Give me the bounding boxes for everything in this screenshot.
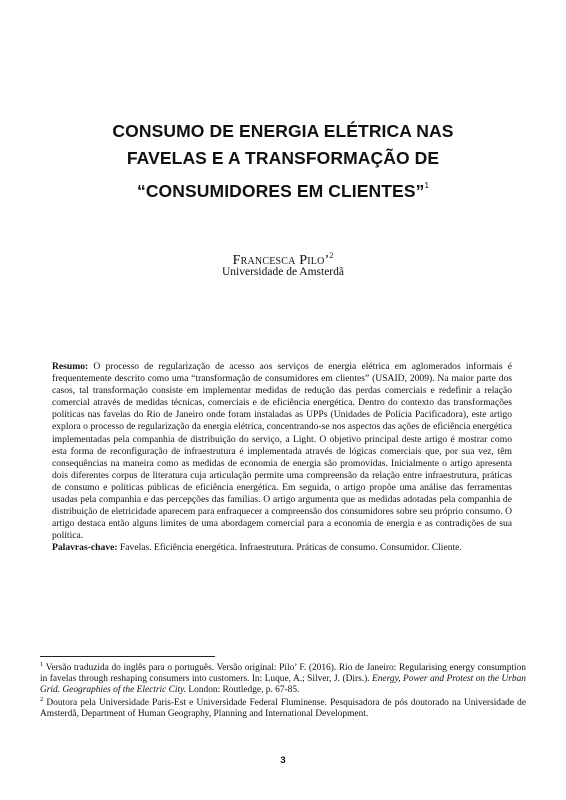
abstract-label: Resumo: (52, 361, 89, 372)
title-line-3-text: “CONSUMIDORES EM CLIENTES” (136, 181, 425, 201)
footnote-1-text-end: London: Routledge, p. 67-85. (186, 684, 300, 695)
footnote-2-mark: 2 (40, 696, 44, 704)
footnotes-block (40, 660, 526, 720)
title-line-1: CONSUMO DE ENERGIA ELÉTRICA NAS (112, 121, 454, 141)
author-footnote-mark: 2 (329, 251, 334, 260)
keywords-text: Favelas. Eficiência energética. Infraestrutura. Práticas de consumo. Consumidor. Cliente. (117, 542, 462, 554)
paper-title (40, 118, 526, 205)
footnote-divider (40, 656, 215, 657)
keywords-label: Palavras-chave: (52, 542, 118, 554)
author-name: Francesca Pilo’ (232, 253, 330, 268)
footnote-2-text: Doutora pela Universidade Paris-Est e Universidade Federal Fluminense. Pesquisadora de pós doutorado na Universidade de Amsterdã, Department of Human Geography, Planning and International Development. (40, 698, 526, 720)
page-number: 3 (280, 755, 286, 766)
abstract-paragraph (52, 361, 512, 542)
footnote-1-italic: Energy, Power and Protest on the Urban Grid. Geographies of the Electric City. (40, 673, 526, 695)
keywords-paragraph (52, 542, 512, 554)
footnote-1 (40, 660, 526, 695)
author-affiliation: Universidade de Amsterdã (222, 266, 344, 278)
title-line-3 (40, 172, 526, 205)
footnote-2 (40, 695, 526, 720)
footnote-1-mark: 1 (40, 661, 44, 668)
title-footnote-mark: 1 (424, 181, 430, 190)
abstract-text: O processo de regularização de acesso aos serviços de energia elétrica em aglomerados informais é frequentemente descrito como uma “transformação de consumidores em clientes” (USAID, 2009). Na maior parte dos casos, tal transformação consiste em implementar medidas de redução das perdas comerciais e redefinir a relação comercial através de medidas técnicas, comerciais e de eficiência energética. Dentro do contexto das transformações políticas nas favelas do Rio de Janeiro onde foram instaladas as UPPs (Unidades de Polícia Pacificadora), este artigo explora o processo de regularização da energia elétrica, concentrando-se nos aspectos das ações de eficiência energética implementadas pela companhia de distribuição do serviço, a Light. O objetivo principal deste artigo é mostrar como esta forma de reconfiguração de infraestrutura é implementada através de lógicas comerciais que, por sua vez, têm consequências na maneira como as medidas de economia de energia são promovidas. Inicialmente o artigo apresenta dois diferentes corpus de literatura cuja articulação permite uma compreensão da relação entre infraestrutura, práticas de consumo e políticas públicas de eficiência energética. Em seguida, o artigo propõe uma análise das ferramentas usadas pela companhia e das percepções das famílias. O artigo argumenta que as medidas adotadas pela companhia de distribuição de eletricidade aparecem para enfraquecer a compreensão dos consumidores sobre seu próprio consumo. O artigo destaca então alguns limites de uma abordagem comercial para a economia de energia e as contradições de sua política. (52, 361, 512, 542)
footnote-1-text: Versão traduzida do inglês para o português. Versão original: Pilo’ F. (2016). Rio de Janeiro: Regularising energy consumption in favelas through reshaping consumers into customers. In: Luque, A.; Silver, J. (Dirs.). (40, 663, 526, 684)
abstract-block (52, 361, 512, 555)
title-line-2: FAVELAS E A TRANSFORMAÇÃO DE (126, 148, 440, 168)
